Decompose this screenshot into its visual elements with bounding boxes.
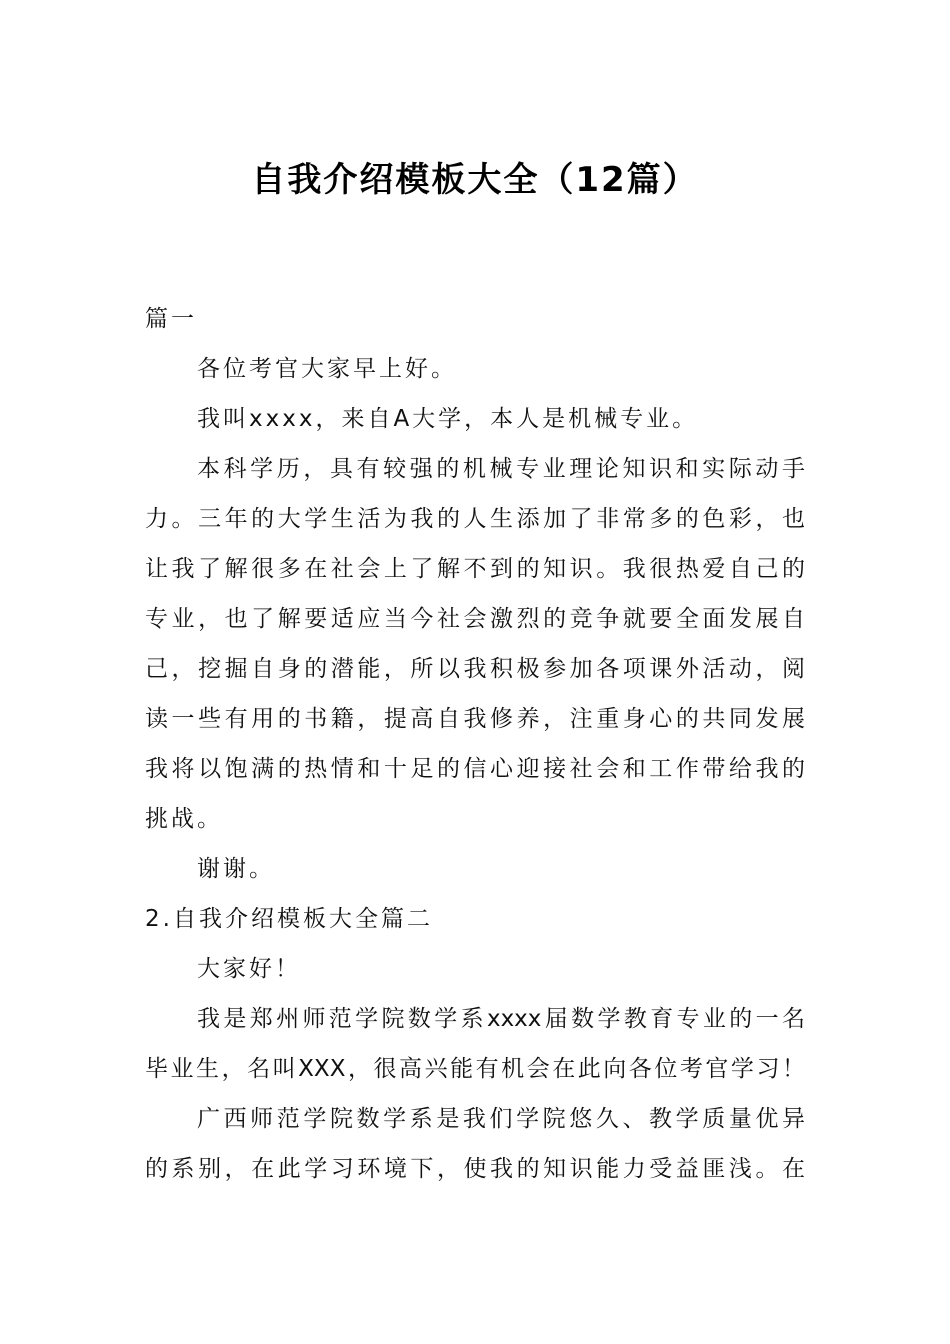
paragraph-line: 我是郑州师范学院数学系xxxx届数学教育专业的一名 [197,1006,805,1032]
paragraph-line: 各位考官大家早上好。 [197,356,457,382]
paragraph-line: 我叫xxxx，来自A大学，本人是机械专业。 [197,406,699,432]
paragraph-line: 广西师范学院数学系是我们学院悠久、教学质量优异 [197,1106,805,1132]
paragraph-line: 谢谢。 [197,856,275,882]
document-title: 自我介绍模板大全（12篇） [251,160,699,200]
paragraph-line: 己，挖掘自身的潜能，所以我积极参加各项课外活动，阅 [145,656,805,682]
section-heading: 篇一 [145,306,197,332]
paragraph-line: 大家好！ [197,956,301,982]
paragraph-line: 力。三年的大学生活为我的人生添加了非常多的色彩，也 [145,506,805,532]
paragraph-line: 让我了解很多在社会上了解不到的知识。我很热爱自己的 [145,556,805,582]
paragraph-line: 的系别，在此学习环境下，使我的知识能力受益匪浅。在 [145,1156,805,1182]
paragraph-line: 本科学历，具有较强的机械专业理论知识和实际动手 [197,456,805,482]
paragraph-line: 专业，也了解要适应当今社会激烈的竞争就要全面发展自 [145,606,805,632]
section-heading: 2.自我介绍模板大全篇二 [145,906,433,932]
document-body [145,294,805,1194]
paragraph-line: 挑战。 [145,806,223,832]
paragraph-line: 我将以饱满的热情和十足的信心迎接社会和工作带给我的 [145,756,805,782]
paragraph-line: 毕业生，名叫XXX，很高兴能有机会在此向各位考官学习！ [145,1056,805,1082]
paragraph-line: 读一些有用的书籍，提高自我修养，注重身心的共同发展 [145,706,805,732]
